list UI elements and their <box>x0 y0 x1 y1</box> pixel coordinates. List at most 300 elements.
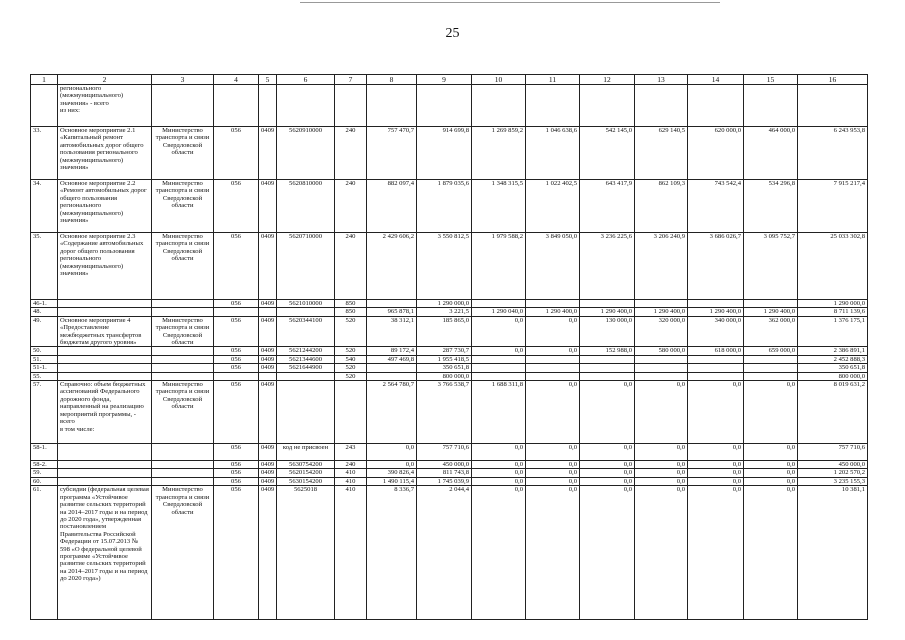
row-value-15: 534 296,8 <box>744 180 798 233</box>
row-code-5 <box>259 308 277 316</box>
row-value-12: 152 988,0 <box>580 347 635 355</box>
row-value-16: 6 243 953,8 <box>798 127 868 180</box>
row-value-11: 0,0 <box>526 347 580 355</box>
row-code-7: 850 <box>335 300 367 308</box>
row-code-4: 056 <box>214 355 259 363</box>
table-row <box>31 316 868 347</box>
row-code-6: 5620154200 <box>277 469 335 477</box>
row-number: 57. <box>31 381 58 444</box>
table-row <box>31 300 868 308</box>
row-value-8 <box>367 300 417 308</box>
table-row <box>31 372 868 380</box>
row-value-12: 0,0 <box>580 444 635 461</box>
row-value-8: 2 564 780,7 <box>367 381 417 444</box>
row-value-8: 390 826,4 <box>367 469 417 477</box>
row-value-8 <box>367 364 417 372</box>
row-value-9: 1 290 000,0 <box>417 300 472 308</box>
row-code-6: 5620910000 <box>277 127 335 180</box>
row-value-9: 757 710,6 <box>417 444 472 461</box>
row-number: 48. <box>31 308 58 316</box>
row-value-11: 1 046 638,6 <box>526 127 580 180</box>
table-row <box>31 486 868 620</box>
table-row <box>31 477 868 485</box>
row-value-13: 0,0 <box>635 469 688 477</box>
row-value-12: 3 236 225,6 <box>580 233 635 300</box>
row-code-7: 410 <box>335 469 367 477</box>
row-value-9: 287 730,7 <box>417 347 472 355</box>
row-code-6 <box>277 372 335 380</box>
row-code-6 <box>277 381 335 444</box>
row-value-10 <box>472 300 526 308</box>
row-code-7: 240 <box>335 461 367 469</box>
row-number: 50. <box>31 347 58 355</box>
row-code-5: 0409 <box>259 180 277 233</box>
row-value-8: 497 469,8 <box>367 355 417 363</box>
row-value-16: 7 915 217,4 <box>798 180 868 233</box>
row-value-14: 3 686 026,7 <box>688 233 744 300</box>
row-name <box>58 469 152 477</box>
row-number: 35. <box>31 233 58 300</box>
row-name: Основное мероприятие 2.2 «Ремонт автомобильных дорог общего пользования регионального (межмуниципального) значения» <box>58 180 152 233</box>
row-name <box>58 461 152 469</box>
header-row <box>31 75 868 85</box>
row-name: Справочно: объем бюджетных ассигнований Федерального дорожного фонда, направленный на реализацию мероприятий программы, - всего в том числе: <box>58 381 152 444</box>
row-value-10: 0,0 <box>472 347 526 355</box>
row-value-15: 362 000,0 <box>744 316 798 347</box>
column-header: 8 <box>367 75 417 85</box>
row-value-11: 0,0 <box>526 444 580 461</box>
row-code-4: 056 <box>214 233 259 300</box>
row-value-16: 3 235 155,3 <box>798 477 868 485</box>
row-value-10: 1 979 588,2 <box>472 233 526 300</box>
row-value-15: 659 000,0 <box>744 347 798 355</box>
row-name <box>58 355 152 363</box>
row-code-7: 410 <box>335 486 367 620</box>
row-value-14: 0,0 <box>688 477 744 485</box>
row-value-16 <box>798 85 868 127</box>
row-code-4: 056 <box>214 381 259 444</box>
row-agency: Министерство транспорта и связи Свердловской области <box>152 233 214 300</box>
row-code-5 <box>259 85 277 127</box>
row-value-12: 0,0 <box>580 477 635 485</box>
row-value-11: 0,0 <box>526 461 580 469</box>
row-value-16: 1 202 570,2 <box>798 469 868 477</box>
row-value-11 <box>526 300 580 308</box>
table-row <box>31 127 868 180</box>
row-value-12: 130 000,0 <box>580 316 635 347</box>
row-code-5: 0409 <box>259 381 277 444</box>
row-value-8: 0,0 <box>367 444 417 461</box>
column-header: 12 <box>580 75 635 85</box>
row-agency: Министерство транспорта и связи Свердловской области <box>152 381 214 444</box>
row-name: Основное мероприятие 4 «Предоставление межбюджетных трансфертов бюджетам другого уровня» <box>58 316 152 347</box>
row-value-10: 1 688 311,8 <box>472 381 526 444</box>
row-code-7: 240 <box>335 180 367 233</box>
row-value-10: 0,0 <box>472 316 526 347</box>
row-value-12 <box>580 300 635 308</box>
column-header: 16 <box>798 75 868 85</box>
row-number: 55. <box>31 372 58 380</box>
table-row <box>31 308 868 316</box>
row-number: 61. <box>31 486 58 620</box>
row-value-9: 350 651,8 <box>417 364 472 372</box>
table-row <box>31 347 868 355</box>
row-code-6: 5621644900 <box>277 364 335 372</box>
row-agency <box>152 477 214 485</box>
row-name: субсидии (федеральная целевая программа «Устойчивое развитие сельских территорий на 2014–2017 годы и на период до 2020 года», утвержденная постановлением Правительства Российской Федерации от 15.07.2013 № 598 «О федеральной целевой программе «Устойчивое развитие сельских территорий на 2014–2017 годы и на период до 2020 года») <box>58 486 152 620</box>
row-value-13: 862 109,3 <box>635 180 688 233</box>
row-value-9: 1 955 418,5 <box>417 355 472 363</box>
row-code-5: 0409 <box>259 127 277 180</box>
row-code-4: 056 <box>214 364 259 372</box>
row-value-10: 0,0 <box>472 444 526 461</box>
row-value-12: 0,0 <box>580 461 635 469</box>
row-value-13 <box>635 364 688 372</box>
row-value-14: 620 000,0 <box>688 127 744 180</box>
row-code-5: 0409 <box>259 444 277 461</box>
row-value-13: 0,0 <box>635 461 688 469</box>
row-agency <box>152 308 214 316</box>
row-code-7: 520 <box>335 347 367 355</box>
row-value-10: 1 348 315,5 <box>472 180 526 233</box>
page-number: 25 <box>445 26 460 41</box>
column-header: 9 <box>417 75 472 85</box>
row-value-9: 800 000,0 <box>417 372 472 380</box>
row-value-15: 3 095 752,7 <box>744 233 798 300</box>
row-value-15: 0,0 <box>744 444 798 461</box>
row-value-12: 0,0 <box>580 469 635 477</box>
row-code-7: 520 <box>335 364 367 372</box>
table-row <box>31 364 868 372</box>
row-value-10 <box>472 85 526 127</box>
row-value-14: 340 000,0 <box>688 316 744 347</box>
row-value-9: 3 766 538,7 <box>417 381 472 444</box>
row-agency: Министерство транспорта и связи Свердловской области <box>152 127 214 180</box>
row-value-13 <box>635 85 688 127</box>
row-number: 51. <box>31 355 58 363</box>
row-code-4: 056 <box>214 127 259 180</box>
row-code-5: 0409 <box>259 364 277 372</box>
top-rule <box>300 2 720 3</box>
row-value-13: 0,0 <box>635 486 688 620</box>
table-row <box>31 180 868 233</box>
row-agency <box>152 469 214 477</box>
row-value-9: 1 745 039,9 <box>417 477 472 485</box>
row-value-9: 3 221,5 <box>417 308 472 316</box>
row-value-8 <box>367 85 417 127</box>
row-number: 59. <box>31 469 58 477</box>
row-code-6 <box>277 308 335 316</box>
row-value-16: 757 710,6 <box>798 444 868 461</box>
row-number <box>31 85 58 127</box>
row-value-8: 2 429 606,2 <box>367 233 417 300</box>
table-row <box>31 461 868 469</box>
row-value-9: 3 550 812,5 <box>417 233 472 300</box>
row-code-4: 056 <box>214 300 259 308</box>
row-name <box>58 347 152 355</box>
row-value-10: 0,0 <box>472 477 526 485</box>
row-value-9: 914 699,8 <box>417 127 472 180</box>
row-code-5: 0409 <box>259 300 277 308</box>
row-value-14: 743 542,4 <box>688 180 744 233</box>
row-name <box>58 444 152 461</box>
row-value-15: 0,0 <box>744 486 798 620</box>
row-value-15 <box>744 355 798 363</box>
row-value-16: 25 033 302,8 <box>798 233 868 300</box>
row-code-4: 056 <box>214 469 259 477</box>
row-code-6: код не присвоен <box>277 444 335 461</box>
row-value-16: 450 000,0 <box>798 461 868 469</box>
row-agency <box>152 300 214 308</box>
table-row <box>31 469 868 477</box>
table-row <box>31 85 868 127</box>
row-value-16: 8 019 631,2 <box>798 381 868 444</box>
row-number: 46-1. <box>31 300 58 308</box>
row-value-13: 0,0 <box>635 477 688 485</box>
row-agency <box>152 444 214 461</box>
row-value-12: 643 417,9 <box>580 180 635 233</box>
row-value-14 <box>688 372 744 380</box>
table-row <box>31 381 868 444</box>
row-value-11: 0,0 <box>526 381 580 444</box>
row-code-6: 5620344100 <box>277 316 335 347</box>
table-row <box>31 444 868 461</box>
row-code-4: 056 <box>214 444 259 461</box>
row-value-12 <box>580 364 635 372</box>
row-value-16: 2 386 891,1 <box>798 347 868 355</box>
row-value-14: 0,0 <box>688 461 744 469</box>
row-value-14: 0,0 <box>688 444 744 461</box>
column-header: 6 <box>277 75 335 85</box>
row-value-11 <box>526 355 580 363</box>
row-value-13: 580 000,0 <box>635 347 688 355</box>
row-number: 60. <box>31 477 58 485</box>
row-code-4 <box>214 85 259 127</box>
row-agency <box>152 364 214 372</box>
row-code-7: 240 <box>335 233 367 300</box>
row-name <box>58 477 152 485</box>
row-code-7: 240 <box>335 127 367 180</box>
row-value-11 <box>526 364 580 372</box>
row-value-16: 10 381,1 <box>798 486 868 620</box>
row-value-10 <box>472 372 526 380</box>
row-name: регионального (межмуниципального) значения» - всего из них: <box>58 85 152 127</box>
row-value-14 <box>688 300 744 308</box>
table-row <box>31 233 868 300</box>
row-value-14: 0,0 <box>688 469 744 477</box>
column-header: 3 <box>152 75 214 85</box>
row-number: 58-1. <box>31 444 58 461</box>
row-agency: Министерство транспорта и связи Свердловской области <box>152 486 214 620</box>
row-value-13: 629 140,5 <box>635 127 688 180</box>
row-code-7: 520 <box>335 372 367 380</box>
row-value-9: 1 879 035,6 <box>417 180 472 233</box>
column-header: 11 <box>526 75 580 85</box>
row-value-11: 0,0 <box>526 469 580 477</box>
row-value-14 <box>688 364 744 372</box>
row-value-14: 618 000,0 <box>688 347 744 355</box>
row-agency <box>152 347 214 355</box>
row-value-12: 0,0 <box>580 486 635 620</box>
row-value-15: 0,0 <box>744 381 798 444</box>
row-number: 33. <box>31 127 58 180</box>
row-value-15: 0,0 <box>744 469 798 477</box>
row-value-12 <box>580 85 635 127</box>
column-header: 1 <box>31 75 58 85</box>
row-value-11: 0,0 <box>526 477 580 485</box>
row-code-4: 056 <box>214 180 259 233</box>
row-value-12: 0,0 <box>580 381 635 444</box>
row-code-5 <box>259 372 277 380</box>
row-value-13 <box>635 300 688 308</box>
row-value-10: 0,0 <box>472 469 526 477</box>
row-name: Основное мероприятие 2.3 «Содержание автомобильных дорог общего пользования регионального (межмуниципального) значения» <box>58 233 152 300</box>
row-value-13: 3 206 240,9 <box>635 233 688 300</box>
row-value-12: 542 145,0 <box>580 127 635 180</box>
row-name <box>58 308 152 316</box>
row-agency: Министерство транспорта и связи Свердловской области <box>152 180 214 233</box>
column-header: 2 <box>58 75 152 85</box>
row-code-5: 0409 <box>259 469 277 477</box>
row-code-6 <box>277 85 335 127</box>
column-header: 14 <box>688 75 744 85</box>
row-value-12: 1 290 400,0 <box>580 308 635 316</box>
row-value-14: 0,0 <box>688 486 744 620</box>
row-value-9: 450 000,0 <box>417 461 472 469</box>
row-code-6: 5621344600 <box>277 355 335 363</box>
row-value-8: 757 470,7 <box>367 127 417 180</box>
row-value-12 <box>580 372 635 380</box>
row-agency <box>152 372 214 380</box>
row-code-5: 0409 <box>259 316 277 347</box>
row-value-13 <box>635 355 688 363</box>
budget-table <box>30 74 868 620</box>
table-row <box>31 355 868 363</box>
row-value-8: 1 490 115,4 <box>367 477 417 485</box>
row-value-9: 2 044,4 <box>417 486 472 620</box>
row-value-13: 320 000,0 <box>635 316 688 347</box>
row-value-10: 1 269 859,2 <box>472 127 526 180</box>
row-code-4: 056 <box>214 461 259 469</box>
row-code-7 <box>335 85 367 127</box>
row-value-15 <box>744 372 798 380</box>
row-value-13: 0,0 <box>635 444 688 461</box>
row-value-9: 811 743,8 <box>417 469 472 477</box>
row-code-5: 0409 <box>259 477 277 485</box>
row-number: 34. <box>31 180 58 233</box>
row-value-16: 350 651,8 <box>798 364 868 372</box>
column-header: 4 <box>214 75 259 85</box>
row-value-14: 1 290 400,0 <box>688 308 744 316</box>
row-value-10 <box>472 364 526 372</box>
column-header: 5 <box>259 75 277 85</box>
row-name <box>58 364 152 372</box>
row-number: 58-2. <box>31 461 58 469</box>
row-agency <box>152 85 214 127</box>
row-value-9 <box>417 85 472 127</box>
row-code-4: 056 <box>214 316 259 347</box>
row-name <box>58 372 152 380</box>
row-code-6: 5630754200 <box>277 461 335 469</box>
row-value-15 <box>744 85 798 127</box>
row-code-4: 056 <box>214 477 259 485</box>
row-code-5: 0409 <box>259 355 277 363</box>
row-value-11: 1 290 400,0 <box>526 308 580 316</box>
row-code-5: 0409 <box>259 347 277 355</box>
row-value-8: 38 312,1 <box>367 316 417 347</box>
row-value-8: 0,0 <box>367 461 417 469</box>
row-value-15: 0,0 <box>744 477 798 485</box>
row-number: 49. <box>31 316 58 347</box>
row-code-6: 5625018 <box>277 486 335 620</box>
row-value-8: 965 878,1 <box>367 308 417 316</box>
row-value-10: 0,0 <box>472 461 526 469</box>
row-code-7: 243 <box>335 444 367 461</box>
column-header: 15 <box>744 75 798 85</box>
row-code-6: 5630154200 <box>277 477 335 485</box>
row-value-13 <box>635 372 688 380</box>
row-code-6: 5621244200 <box>277 347 335 355</box>
row-number: 51-1. <box>31 364 58 372</box>
row-value-15 <box>744 300 798 308</box>
row-value-13: 1 290 400,0 <box>635 308 688 316</box>
row-name: Основное мероприятие 2.1 «Капитальный ремонт автомобильных дорог общего пользования регионального (межмуниципального) значения» <box>58 127 152 180</box>
row-code-5: 0409 <box>259 233 277 300</box>
row-value-13: 0,0 <box>635 381 688 444</box>
row-value-16: 2 452 888,3 <box>798 355 868 363</box>
row-value-14: 0,0 <box>688 381 744 444</box>
row-code-6: 5621010000 <box>277 300 335 308</box>
row-code-7: 850 <box>335 308 367 316</box>
row-value-11 <box>526 85 580 127</box>
row-value-16: 800 000,0 <box>798 372 868 380</box>
row-value-16: 1 290 000,0 <box>798 300 868 308</box>
row-value-15: 464 000,0 <box>744 127 798 180</box>
row-value-11: 1 022 402,5 <box>526 180 580 233</box>
row-value-8: 89 172,4 <box>367 347 417 355</box>
row-value-10 <box>472 355 526 363</box>
row-value-11 <box>526 372 580 380</box>
row-value-8: 882 097,4 <box>367 180 417 233</box>
row-value-12 <box>580 355 635 363</box>
row-code-4 <box>214 372 259 380</box>
row-agency: Министерство транспорта и связи Свердловской области <box>152 316 214 347</box>
row-value-10: 1 290 040,0 <box>472 308 526 316</box>
row-value-11: 0,0 <box>526 486 580 620</box>
row-value-15: 1 290 400,0 <box>744 308 798 316</box>
row-code-5: 0409 <box>259 461 277 469</box>
column-header: 13 <box>635 75 688 85</box>
row-value-14 <box>688 85 744 127</box>
row-value-10: 0,0 <box>472 486 526 620</box>
row-value-9: 185 865,0 <box>417 316 472 347</box>
row-code-6: 5620810000 <box>277 180 335 233</box>
row-value-8 <box>367 372 417 380</box>
row-value-15: 0,0 <box>744 461 798 469</box>
row-name <box>58 300 152 308</box>
row-agency <box>152 355 214 363</box>
column-header: 7 <box>335 75 367 85</box>
row-value-16: 8 711 139,6 <box>798 308 868 316</box>
row-code-4: 056 <box>214 347 259 355</box>
row-value-8: 8 336,7 <box>367 486 417 620</box>
row-code-7: 520 <box>335 316 367 347</box>
row-code-4 <box>214 308 259 316</box>
row-code-7: 540 <box>335 355 367 363</box>
row-agency <box>152 461 214 469</box>
row-value-11: 3 849 050,0 <box>526 233 580 300</box>
row-code-4: 056 <box>214 486 259 620</box>
